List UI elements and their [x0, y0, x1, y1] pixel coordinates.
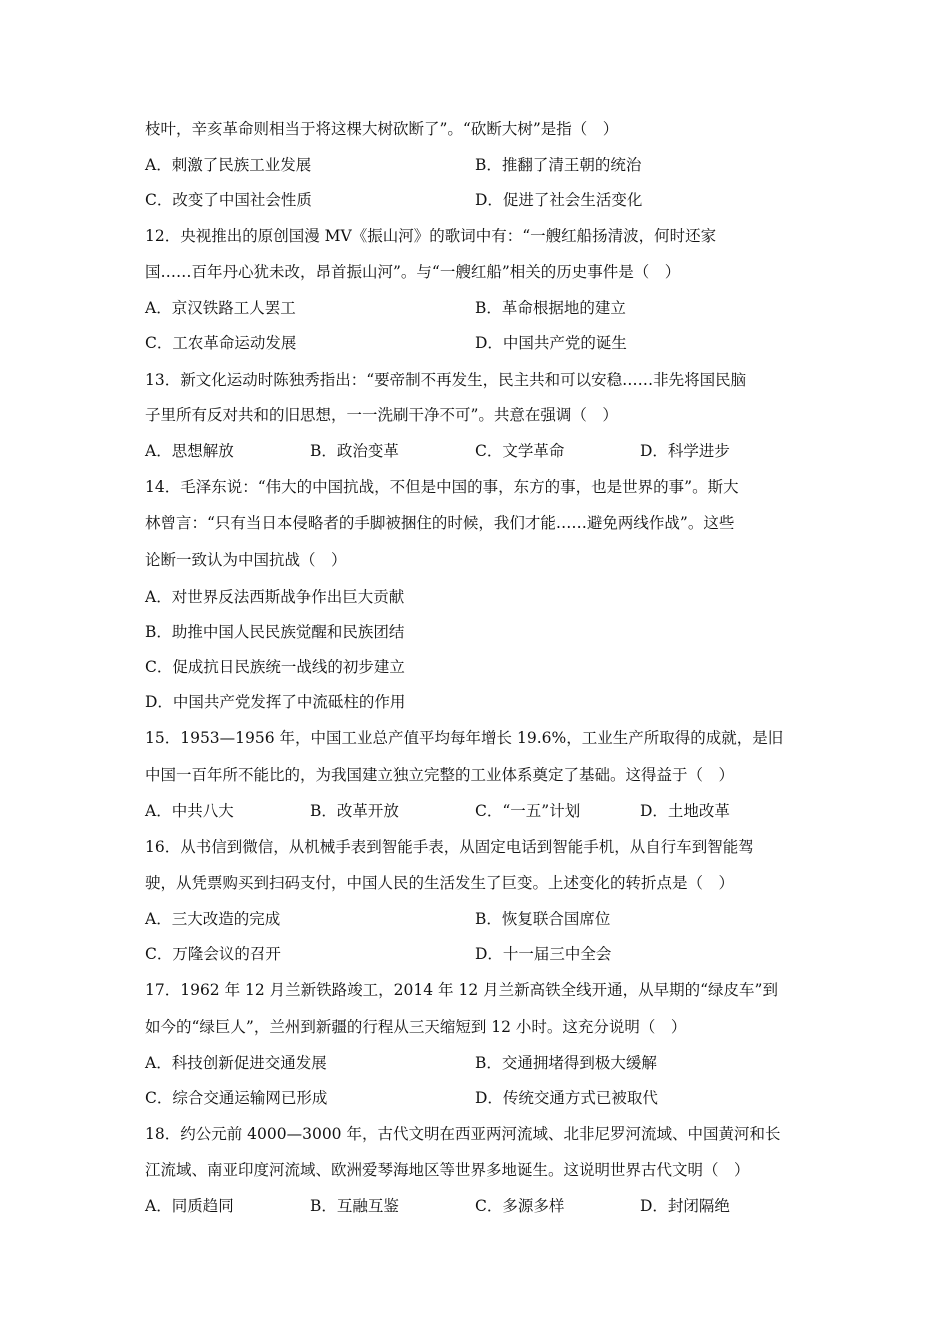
q18-stem-line: 18．约公元前 4000—3000 年，古代文明在西亚两河流域、北非尼罗河流域、中国黄河和长: [145, 1125, 781, 1143]
q14-stem-line: 14．毛泽东说：“伟大的中国抗战，不但是中国的事，东方的事，也是世界的事”。斯大: [145, 478, 739, 496]
q16-option-a: A．三大改造的完成: [145, 910, 281, 928]
q12-option-b: B．革命根据地的建立: [475, 299, 626, 317]
q14-stem-line: 林曾言：“只有当日本侵略者的手脚被捆住的时候，我们才能……避免两线作战”。这些: [145, 514, 735, 532]
q11-stem-line: 枝叶，辛亥革命则相当于将这棵大树砍断了”。“砍断大树”是指（ ）: [145, 120, 619, 138]
q18-option-b: B．互融互鉴: [310, 1197, 399, 1215]
q17-stem-line: 17．1962 年 12 月兰新铁路竣工，2014 年 12 月兰新高铁全线开通，从早期的“绿皮车”到: [145, 981, 778, 999]
q11-option-c: C．改变了中国社会性质: [145, 191, 312, 209]
q17-stem-line: 如今的“绿巨人”，兰州到新疆的行程从三天缩短到 12 小时。这充分说明（ ）: [145, 1018, 687, 1036]
q11-option-d: D．促进了社会生活变化: [475, 191, 643, 209]
q15-stem-line: 15．1953—1956 年，中国工业总产值平均每年增长 19.6%，工业生产所取得的成就，是旧: [145, 729, 784, 747]
q12-option-a: A．京汉铁路工人罢工: [145, 299, 296, 317]
q12-stem-line: 12．央视推出的原创国漫 MV《振山河》的歌词中有：“一艘红船扬清波，何时还家: [145, 227, 717, 245]
q13-option-c: C．文学革命: [475, 442, 565, 460]
q16-option-d: D．十一届三中全会: [475, 945, 612, 963]
q14-option-d: D．中国共产党发挥了中流砥柱的作用: [145, 693, 406, 711]
q13-option-d: D．科学进步: [640, 442, 730, 460]
q13-stem-line: 子里所有反对共和的旧思想，一一洗刷干净不可”。共意在强调（ ）: [145, 406, 618, 424]
q13-option-a: A．思想解放: [145, 442, 234, 460]
q13-stem-line: 13．新文化运动时陈独秀指出：“要帝制不再发生，民主共和可以安稳……非先将国民脑: [145, 371, 747, 389]
q17-option-c: C．综合交通运输网已形成: [145, 1089, 328, 1107]
q16-option-b: B．恢复联合国席位: [475, 910, 611, 928]
q11-option-b: B．推翻了清王朝的统治: [475, 156, 642, 174]
q18-option-c: C．多源多样: [475, 1197, 565, 1215]
q18-option-a: A．同质趋同: [145, 1197, 234, 1215]
q14-option-c: C．促成抗日民族统一战线的初步建立: [145, 658, 405, 676]
q14-option-a: A．对世界反法西斯战争作出巨大贡献: [145, 588, 405, 606]
q12-stem-line: 国……百年丹心犹未改，昂首振山河”。与“一艘红船”相关的历史事件是（ ）: [145, 263, 681, 281]
q16-stem-line: 16．从书信到微信，从机械手表到智能手表，从固定电话到智能手机，从自行车到智能驾: [145, 838, 754, 856]
q14-option-b: B．助推中国人民民族觉醒和民族团结: [145, 623, 405, 641]
q15-option-a: A．中共八大: [145, 802, 234, 820]
q15-option-d: D．土地改革: [640, 802, 730, 820]
q13-option-b: B．政治变革: [310, 442, 399, 460]
q18-option-d: D．封闭隔绝: [640, 1197, 730, 1215]
q15-stem-line: 中国一百年所不能比的，为我国建立独立完整的工业体系奠定了基础。这得益于（ ）: [145, 766, 735, 784]
q15-option-c: C．“一五”计划: [475, 802, 581, 820]
q12-option-d: D．中国共产党的诞生: [475, 334, 627, 352]
q15-option-b: B．改革开放: [310, 802, 399, 820]
q17-option-a: A．科技创新促进交通发展: [145, 1054, 327, 1072]
q17-option-b: B．交通拥堵得到极大缓解: [475, 1054, 657, 1072]
q16-option-c: C．万隆会议的召开: [145, 945, 281, 963]
q11-option-a: A．刺激了民族工业发展: [145, 156, 312, 174]
q18-stem-line: 江流域、南亚印度河流域、欧洲爱琴海地区等世界多地诞生。这说明世界古代文明（ ）: [145, 1161, 750, 1179]
q16-stem-line: 驶，从凭票购买到扫码支付，中国人民的生活发生了巨变。上述变化的转折点是（ ）: [145, 874, 735, 892]
q12-option-c: C．工农革命运动发展: [145, 334, 297, 352]
q17-option-d: D．传统交通方式已被取代: [475, 1089, 658, 1107]
q14-stem-line: 论断一致认为中国抗战（ ）: [145, 551, 347, 569]
